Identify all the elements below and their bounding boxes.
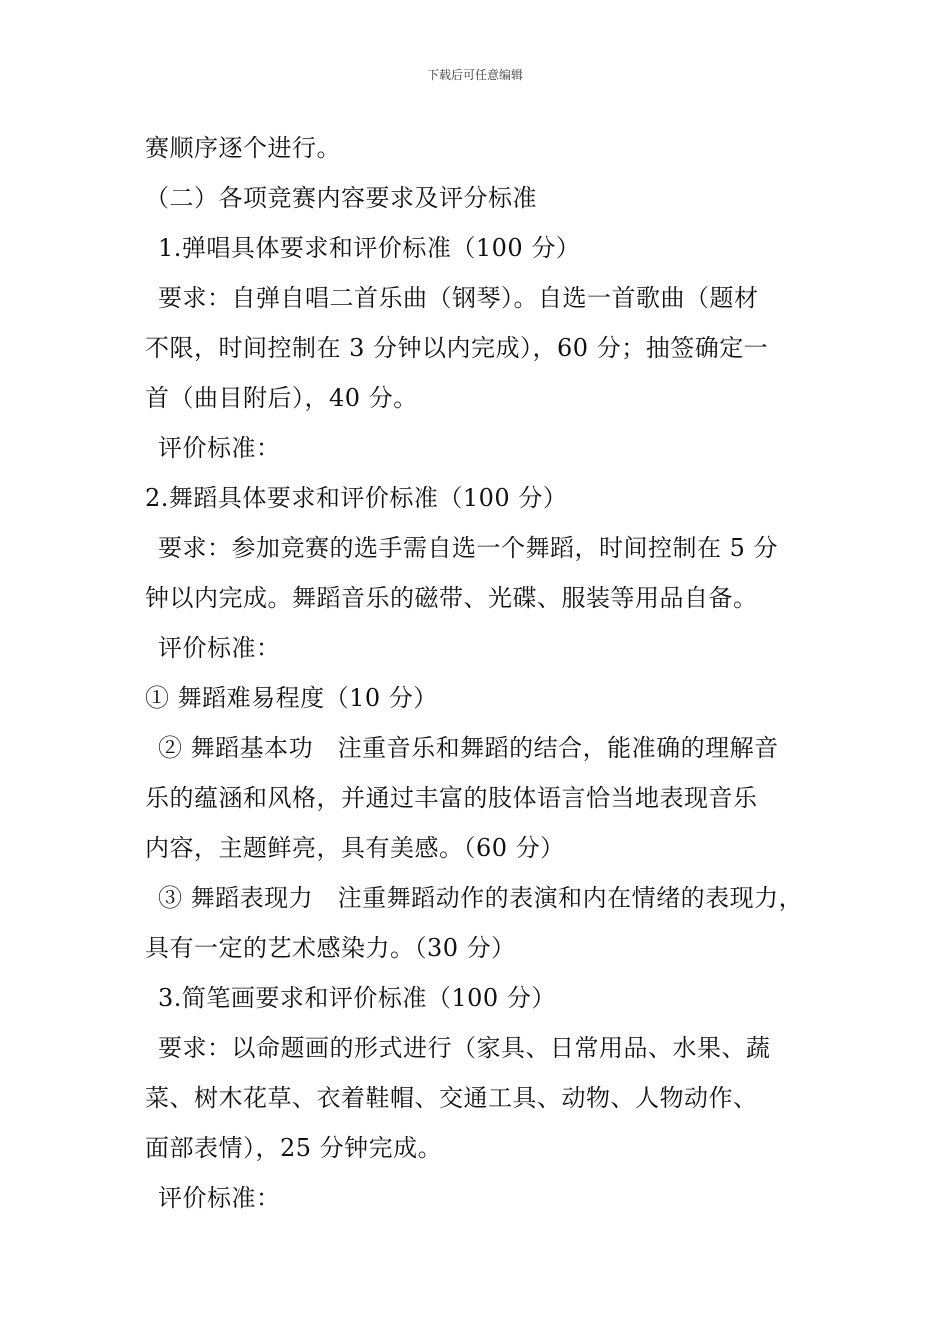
text-line: 钟以内完成。舞蹈音乐的磁带、光碟、服装等用品自备。 [145, 584, 758, 612]
list-item: ③ 舞蹈表现力 注重舞蹈动作的表演和内在情绪的表现力， [158, 884, 804, 912]
list-item: ① 舞蹈难易程度（10 分） [145, 684, 438, 712]
text-line: 赛顺序逐个进行。 [145, 134, 341, 162]
text-line: 不限，时间控制在 3 分钟以内完成），60 分；抽签确定一 [145, 334, 769, 362]
text-line: 要求：自弹自唱二首乐曲（钢琴）。自选一首歌曲（题材 [158, 284, 759, 312]
text-line: 面部表情），25 分钟完成。 [145, 1134, 443, 1162]
text-line: 评价标准： [158, 634, 281, 662]
page-header: 下载后可任意编辑 [426, 68, 523, 82]
subsection-heading: 1.弹唱具体要求和评价标准（100 分） [158, 234, 581, 262]
list-item: ② 舞蹈基本功 注重音乐和舞蹈的结合，能准确的理解音 [158, 734, 779, 762]
text-line: 评价标准： [158, 1184, 281, 1212]
text-line: 要求：参加竞赛的选手需自选一个舞蹈，时间控制在 5 分 [158, 534, 779, 562]
text-line: 首（曲目附后），40 分。 [145, 384, 418, 412]
section-heading: （二）各项竞赛内容要求及评分标准 [145, 184, 537, 212]
subsection-heading: 2.舞蹈具体要求和评价标准（100 分） [145, 484, 568, 512]
text-line: 乐的蕴涵和风格，并通过丰富的肢体语言恰当地表现音乐 [145, 784, 758, 812]
text-line: 内容，主题鲜亮，具有美感。（60 分） [145, 834, 565, 862]
text-line: 具有一定的艺术感染力。（30 分） [145, 934, 516, 962]
text-line: 评价标准： [158, 434, 281, 462]
subsection-heading: 3.简笔画要求和评价标准（100 分） [158, 984, 556, 1012]
text-line: 要求：以命题画的形式进行（家具、日常用品、水果、蔬 [158, 1034, 771, 1062]
text-line: 菜、树木花草、衣着鞋帽、交通工具、动物、人物动作、 [145, 1084, 758, 1112]
